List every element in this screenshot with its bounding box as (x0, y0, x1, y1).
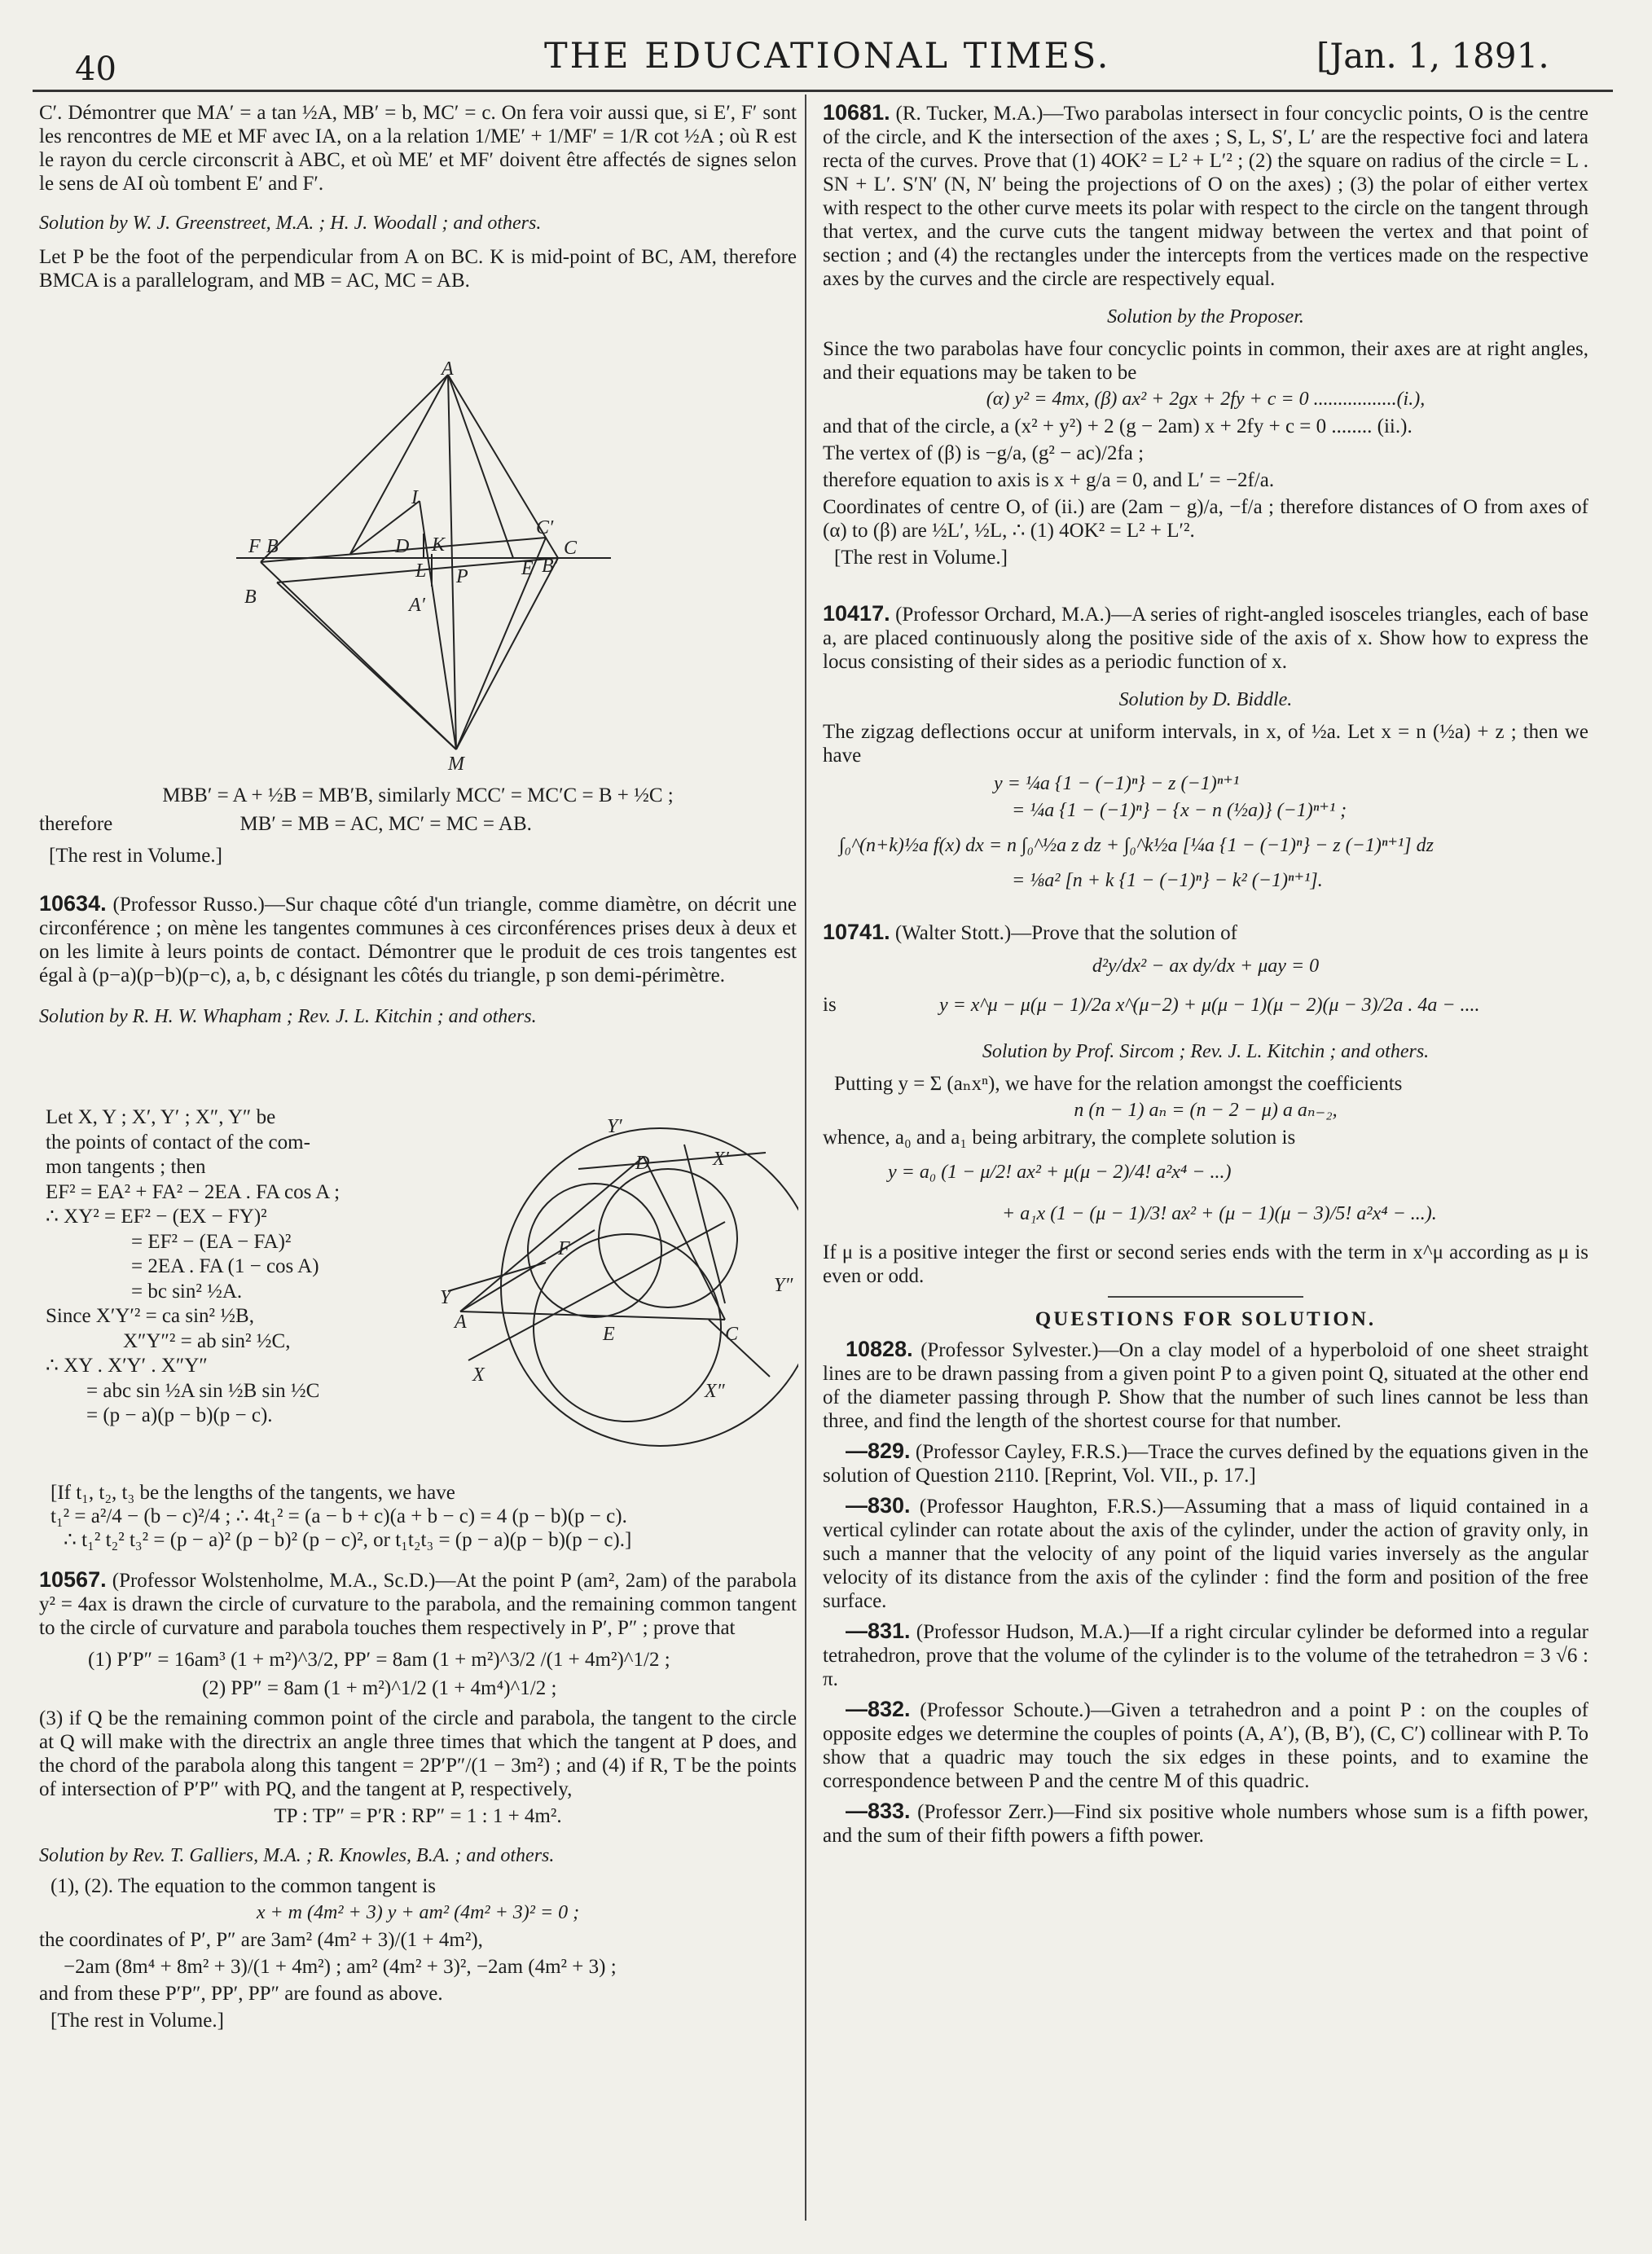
sol2-line-4: EF² = EA² + FA² − 2EA . FA cos A ; (46, 1180, 341, 1203)
fig1-label-c: C (564, 538, 578, 559)
solution-2-lines (46, 1105, 428, 1429)
column-rule (805, 94, 806, 2221)
left-column (39, 101, 797, 292)
question-10741 (823, 920, 1588, 945)
journal-title: THE EDUCATIONAL TIMES. (544, 36, 1111, 77)
section-divider (1108, 1296, 1303, 1298)
fig1-label-a-prime: A′ (409, 595, 425, 616)
question-text-10681: (R. Tucker, M.A.)—Two parabolas intersect in four concyclic points, O is the centre of the circle, and K the intersection of the axes ; S, L, S′, L′ are the respective foci and latera recta of the curves. Prove that (1) 4OK² = L² + L′² ; (2) the square on radius of the circle = L . SN + L′. S′N′ (N, N′ being the projections of O on the axes) ; (3) the polar of either vertex with respect to the other curve meets its polar with respect to the circle on the tangent through that vertex, and the curve cuts the tangent midway between the vertex and that point of section ; and (4) the rectangles under the intercepts from the vertices made on the respective axes by the curves and the circle are respectively equal. (823, 103, 1589, 290)
sol4-line-2: and that of the circle, a (x² + y²) + 2 (g − 2am) x + 2fy + c = 0 ........ (ii.). (823, 415, 1413, 437)
rest-in-volume-2: [The rest in Volume.] (51, 2010, 224, 2032)
solution-heading-1: Solution by W. J. Greenstreet, M.A. ; H. J. Woodall ; and others. (39, 213, 542, 234)
question-10567 (39, 1568, 797, 1640)
tangent-note-1: [If t₁, t₂, t₃ be the lengths of the tangents, we have (51, 1482, 455, 1504)
q10567-equation-1: (1) P′P″ = 16am³ (1 + m²)^3/2, PP′ = 8am (1 + m²)^3/2 /(1 + 4m²)^1/2 ; (88, 1649, 670, 1671)
question-number-832: —832. (846, 1697, 911, 1721)
fig2-label-y: Y (440, 1287, 451, 1308)
question-10681 (823, 101, 1588, 291)
sol2-line-2: the points of contact of the com- (46, 1131, 310, 1153)
sol3-line-2: the coordinates of P′, P″ are 3am² (4m² + 3)/(1 + 4m²), (39, 1929, 483, 1951)
sol5-equation-4: = ⅛a² [n + k {1 − (−1)ⁿ} − k² (−1)ⁿ⁺¹]. (1012, 870, 1323, 891)
question-number-829: —829. (846, 1439, 911, 1463)
issue-date: [Jan. 1, 1891. (1316, 36, 1549, 76)
tangent-note-2: t₁² = a²/4 − (b − c)²/4 ; ∴ 4t₁² = (a − b + c)(a + b − c) = 4 (p − b)(p − c). (51, 1505, 627, 1527)
question-text-829: (Professor Cayley, F.R.S.)—Trace the curves defined by the equations given in the solution of Question 2110. [Reprint, Vol. VII., p. 17.] (823, 1441, 1588, 1487)
question-10634 (39, 892, 797, 987)
q10741-equation-1: d²y/dx² − ax dy/dx + μay = 0 (1092, 956, 1320, 977)
sol2-line-9: Since X′Y′² = ca sin² ½B, (46, 1305, 254, 1327)
sol2-line-10: X″Y″² = ab sin² ½C, (123, 1329, 291, 1352)
sol6-line-1: Putting y = Σ (aₙxⁿ), we have for the relation amongst the coefficients (834, 1073, 1403, 1095)
sol4-equation-1: (α) y² = 4mx, (β) ax² + 2gx + 2fy + c = 0 .................(i.), (986, 389, 1426, 410)
rest-in-volume-3: [The rest in Volume.] (834, 547, 1008, 569)
right-column (823, 101, 1588, 1848)
equation-mbb: MBB′ = A + ½B = MB′B, similarly MCC′ = MC′C = B + ½C ; (162, 784, 674, 806)
question-number-10828: 10828. (846, 1337, 913, 1361)
rest-in-volume-1: [The rest in Volume.] (49, 845, 222, 867)
sol3-equation-1: x + m (4m² + 3) y + am² (4m² + 3)² = 0 ; (256, 1902, 580, 1923)
equation-therefore-prefix: therefore (39, 813, 113, 835)
question-number-10417: 10417. (823, 601, 890, 626)
question-text-10828: (Professor Sylvester.)—On a clay model of a hyperboloid of one sheet straight lines are to be drawn passing from a given point P to a given point Q, situated at the other end of the diameter passing through P. Show that the number of such lines cannot be less than three, and find the length of the shortest course for that number. (823, 1339, 1588, 1432)
fig1-label-i: I (411, 487, 418, 508)
fig1-label-p: P (456, 566, 468, 587)
fig2-label-a: A (455, 1312, 467, 1333)
sol4-line-3: The vertex of (β) is −g/a, (g² − ac)/2fa ; (823, 442, 1145, 464)
sol3-line-3: −2am (8m⁴ + 8m² + 3)/(1 + 4m²) ; am² (4m² + 3)², −2am (4m² + 3) ; (64, 1956, 617, 1978)
sol2-line-3: mon tangents ; then (46, 1156, 206, 1178)
questions-for-solution-heading: QUESTIONS FOR SOLUTION. (1035, 1308, 1377, 1330)
question-text-10417: (Professor Orchard, M.A.)—A series of right-angled isosceles triangles, each of base a, are placed continuously along the positive side of the axis of x. Show how to express the locus consisting of their sides as a periodic function of x. (823, 604, 1589, 673)
fig2-label-y-double-prime: Y″ (774, 1275, 793, 1296)
question-number-831: —831. (846, 1619, 911, 1643)
sol2-line-1: Let X, Y ; X′, Y′ ; X″, Y″ be (46, 1106, 276, 1128)
q10567-continued: (3) if Q be the remaining common point of the circle and parabola, the tangent to the circle at Q will make with the directrix an angle three times that which the tangent at P does, and the chord of the parabola along this tangent = 2P′P″/(1 − 3m²) ; and (4) if R, T be the points of intersection of P′P″ with PQ, and the tangent at P, respectively, (39, 1707, 797, 1800)
fig1-label-l: L (415, 560, 427, 582)
solution-heading-3: Solution by Rev. T. Galliers, M.A. ; R. Knowles, B.A. ; and others. (39, 1845, 555, 1866)
question-831 (823, 1619, 1588, 1691)
circles-figure (424, 1108, 798, 1458)
question-number-10634: 10634. (39, 891, 107, 916)
question-number-10741: 10741. (823, 920, 890, 944)
sol3-line-4: and from these P′P″, PP′, PP″ are found as above. (39, 1983, 443, 2005)
left-column-2 (39, 784, 797, 1029)
fig1-label-k: K (432, 534, 446, 556)
question-833 (823, 1799, 1588, 1848)
sol5-line-1: The zigzag deflections occur at uniform intervals, in x, of ½a. Let x = n (½a) + z ; then we have (823, 721, 1588, 767)
solution-heading-5: Solution by D. Biddle. (1118, 689, 1293, 710)
question-text-830: (Professor Haughton, F.R.S.)—Assuming that a mass of liquid contained in a vertical cylinder can rotate about the axis of the cylinder, under the action of gravity only, in such a manner that the velocity of any point of the liquid varies inversely as the angular velocity of its distance from the axis of the cylinder : find the form and position of the free surface. (823, 1496, 1588, 1612)
q10741-equation-2: y = x^μ − μ(μ − 1)/2a x^(μ−2) + μ(μ − 1)(μ − 2)(μ − 3)/2a . 4a − .... (938, 995, 1480, 1016)
question-number-830: —830. (846, 1493, 911, 1518)
q10741-is: is (823, 994, 837, 1016)
question-number-10681: 10681. (823, 100, 890, 125)
fig2-label-x-double-prime: X″ (705, 1381, 725, 1402)
sol3-line-1: (1), (2). The equation to the common tangent is (51, 1875, 437, 1897)
fig2-label-x-prime: X′ (713, 1149, 729, 1170)
solution-text-1: Let P be the foot of the perpendicular from A on BC. K is mid-point of BC, AM, therefore BMCA is a parallelogram, and MB = AC, MC = AB. (39, 246, 797, 292)
sol4-line-4: therefore equation to axis is x + g/a = 0, and L′ = −2f/a. (823, 469, 1275, 491)
sol5-equation-3: ∫₀^(n+k)½a f(x) dx = n ∫₀^½a z dz + ∫₀^k½a [¼a {1 − (−1)ⁿ} − z (−1)ⁿ⁺¹] dz (839, 835, 1434, 856)
fig2-label-f: F (558, 1238, 570, 1259)
solution-heading-4: Solution by the Proposer. (1107, 306, 1304, 327)
question-text-10567: (Professor Wolstenholme, M.A., Sc.D.)—At the point P (am², 2am) of the parabola y² = 4ax is drawn the circle of curvature to the parabola, and the remaining common tangent to the circle of curvature and parabola touches them respectively in P′, P″ ; prove that (39, 1570, 797, 1639)
sol2-line-12: = abc sin ½A sin ½B sin ½C (86, 1379, 320, 1402)
header-rule (33, 90, 1613, 92)
question-number-833: —833. (846, 1799, 911, 1823)
question-832 (823, 1698, 1588, 1793)
sol5-equation-1: y = ¼a {1 − (−1)ⁿ} − z (−1)ⁿ⁺¹ (994, 773, 1240, 794)
fig2-label-d: D (635, 1153, 650, 1174)
question-text-832: (Professor Schoute.)—Given a tetrahedron and a point P : on the couples of opposite edges we determine the couples of points (A, A′), (B, B′), (C, C′) collinear with P. To show that a quadric may touch the six edges in these points, and to examine the correspondence between P and the centre M of this quadric. (823, 1699, 1589, 1792)
fig2-label-c: C (725, 1324, 739, 1345)
fig2-label-x: X (472, 1364, 485, 1386)
sol6-equation-1: n (n − 1) aₙ = (n − 2 − μ) a aₙ₋₂, (1074, 1100, 1338, 1121)
solution-heading-2: Solution by R. H. W. Whapham ; Rev. J. L. Kitchin ; and others. (39, 1006, 537, 1027)
question-text-10634: (Professor Russo.)—Sur chaque côté d'un triangle, comme diamètre, on décrit une circonférence ; on mène les tangentes communes à ces circonférences prises deux à deux et on les limite à leurs points de contact. Démontrer que le produit de ces trois tangentes est égal à (p−a)(p−b)(p−c), a, b, c désignant les côtés du triangle, p son demi-périmètre. (39, 894, 797, 986)
fig1-label-b-prime: B′ (542, 556, 558, 577)
sol6-line-3: If μ is a positive integer the first or second series ends with the term in x^μ according as μ is even or odd. (823, 1241, 1588, 1287)
fig1-label-b2: B (244, 587, 257, 608)
question-829 (823, 1439, 1588, 1487)
sol5-equation-2: = ¼a {1 − (−1)ⁿ} − {x − n (½a)} (−1)ⁿ⁺¹ ; (1012, 800, 1347, 821)
equation-therefore (39, 812, 797, 836)
left-column-3 (39, 1481, 797, 2032)
sol2-line-8: = bc sin² ½A. (131, 1280, 243, 1303)
question-text-831: (Professor Hudson, M.A.)—If a right circular cylinder be deformed into a regular tetrahedron, prove that the volume of the cylinder is to the volume of the tetrahedron = 3 √6 : π. (823, 1621, 1589, 1690)
tangent-note-3: ∴ t₁² t₂² t₃² = (p − a)² (p − b)² (p − c)², or t₁t₂t₃ = (p − a)(p − b)(p − c).] (64, 1529, 632, 1551)
sol4-line-1: Since the two parabolas have four concyclic points in common, their axes are at right angles, and their equations may be taken to be (823, 338, 1588, 384)
equation-mb-prime: MB′ = MB = AC, MC′ = MC = AB. (239, 813, 532, 835)
fig2-label-y-prime: Y′ (607, 1116, 622, 1137)
sol2-line-7: = 2EA . FA (1 − cos A) (131, 1255, 319, 1277)
question-text-10741: (Walter Stott.)—Prove that the solution of (894, 922, 1237, 944)
solution-heading-6: Solution by Prof. Sircom ; Rev. J. L. Kitchin ; and others. (982, 1041, 1430, 1062)
q10567-equation-2: (2) PP″ = 8am (1 + m²)^1/2 (1 + 4m⁴)^1/2 ; (202, 1677, 557, 1699)
fig1-label-d: D (395, 536, 410, 557)
page-number: 40 (75, 51, 116, 88)
fig1-label-c-prime: C′ (536, 517, 554, 538)
sol6-equation-3: + a₁x (1 − (μ − 1)/3! ax² + (μ − 1)(μ − 3)/5! a²x⁴ − ...). (1002, 1203, 1437, 1224)
sol2-line-5: ∴ XY² = EF² − (EX − FY)² (46, 1206, 267, 1228)
question-10417 (823, 602, 1588, 674)
sol6-line-2: whence, a₀ and a₁ being arbitrary, the complete solution is (823, 1127, 1296, 1149)
fig1-label-e: E (521, 558, 534, 579)
question-text-833: (Professor Zerr.)—Find six positive whole numbers whose sum is a fifth power, and the sum of their fifth powers a fifth power. (823, 1801, 1589, 1847)
fig1-label-m: M (448, 754, 464, 774)
sol6-equation-2: y = a₀ (1 − μ/2! ax² + μ(μ − 2)/4! a²x⁴ − ...) (888, 1162, 1232, 1183)
q10567-equation-3: TP : TP″ = P′R : RP″ = 1 : 1 + 4m². (274, 1805, 562, 1827)
fig1-label-a: A (442, 358, 454, 380)
question-number-10567: 10567. (39, 1567, 107, 1592)
fig2-label-e: E (603, 1324, 615, 1345)
fig1-label-f: F (248, 536, 261, 557)
triangle-figure (187, 358, 717, 774)
fig1-label-b: B (266, 536, 279, 557)
intro-paragraph: C′. Démontrer que MA′ = a tan ½A, MB′ = b, MC′ = c. On fera voir aussi que, si E′, F′ sont les rencontres de ME et MF avec IA, on a la relation 1/ME′ + 1/MF′ = 1/R cot ½A ; où R est le rayon du cercle circonscrit à ABC, et où ME′ et MF′ doivent être affectés de signes selon le sens de AI où tombent E′ and F′. (39, 102, 797, 195)
question-10828 (823, 1338, 1588, 1433)
q10741-equation-line (823, 993, 1588, 1017)
sol2-line-13: = (p − a)(p − b)(p − c). (86, 1404, 273, 1426)
question-830 (823, 1494, 1588, 1613)
sol4-line-5: Coordinates of centre O, of (ii.) are (2am − g)/a, −f/a ; therefore distances of O from axes of (α) to (β) are ½L′, ½L, ∴ (1) 4OK² = L² + L′². (823, 496, 1588, 542)
sol2-line-11: ∴ XY . X′Y′ . X″Y″ (46, 1355, 208, 1377)
sol2-line-6: = EF² − (EA − FA)² (131, 1230, 292, 1253)
